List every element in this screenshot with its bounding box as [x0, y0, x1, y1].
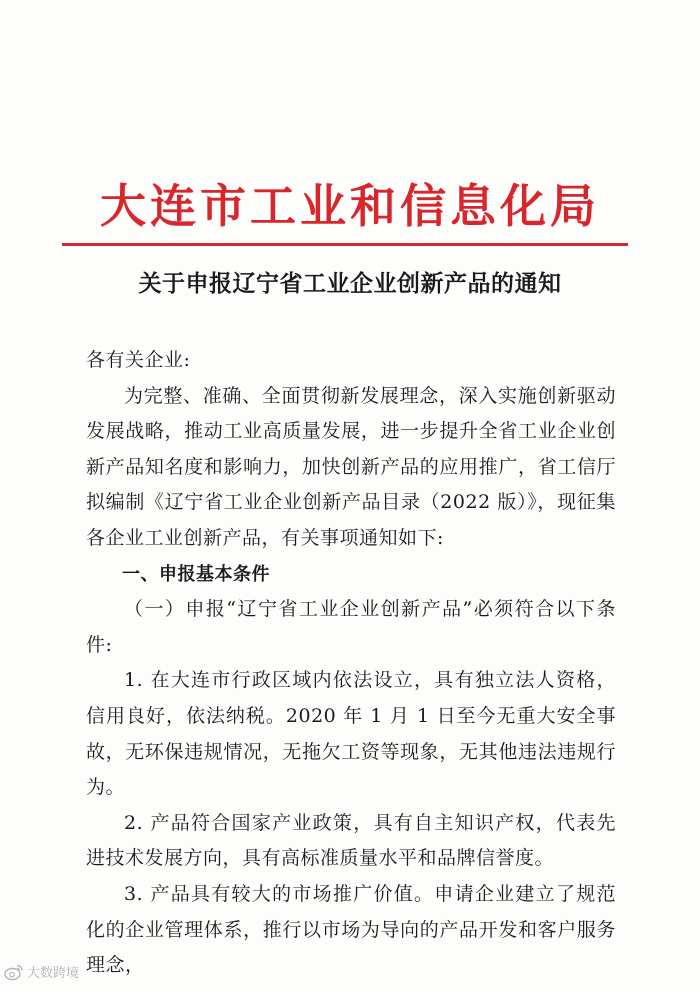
notice-body [86, 343, 616, 984]
intro-paragraph: 为完整、准确、全面贯彻新发展理念，深入实施创新驱动发展战略，推动工业高质量发展，进一步提升全省工业企业创新产品知名度和影响力，加快创新产品的应用推广，省工信厅拟编制《辽宁省工业企业创新产品目录（2022 版）》，现征集各企业工业创新产品，有关事项通知如下: [86, 384, 616, 549]
watermark-text: 大数跨境 [27, 966, 80, 981]
condition-item-1: 1. 在大连市行政区域内依法设立，具有独立法人资格，信用良好，依法纳税。2020 年 1 月 1 日至今无重大安全事故，无环保违规情况，无拖欠工资等现象，无其他违法违规行为。 [86, 669, 616, 799]
condition-item-2: 2. 产品符合国家产业政策，具有自主知识产权，代表先进技术发展方向，具有高标准质量水平和品牌信誉度。 [86, 811, 616, 870]
source-watermark [4, 962, 79, 981]
section-heading-1: 一、申报基本条件 [122, 563, 270, 585]
subsection-heading-1: （一）申报“辽宁省工业企业创新产品”必须符合以下条件: [86, 598, 616, 656]
notice-title: 关于申报辽宁省工业企业创新产品的通知 [138, 270, 562, 297]
condition-item-3: 3. 产品具有较大的市场推广价值。申请企业建立了规范化的企业管理体系，推行以市场为导向的产品开发和客户服务理念， [86, 882, 616, 977]
red-divider-line [62, 243, 628, 246]
weibo-logo-icon [4, 963, 24, 981]
salutation: 各有关企业: [86, 349, 191, 371]
issuing-authority-title: 大连市工业和信息化局 [100, 179, 600, 233]
